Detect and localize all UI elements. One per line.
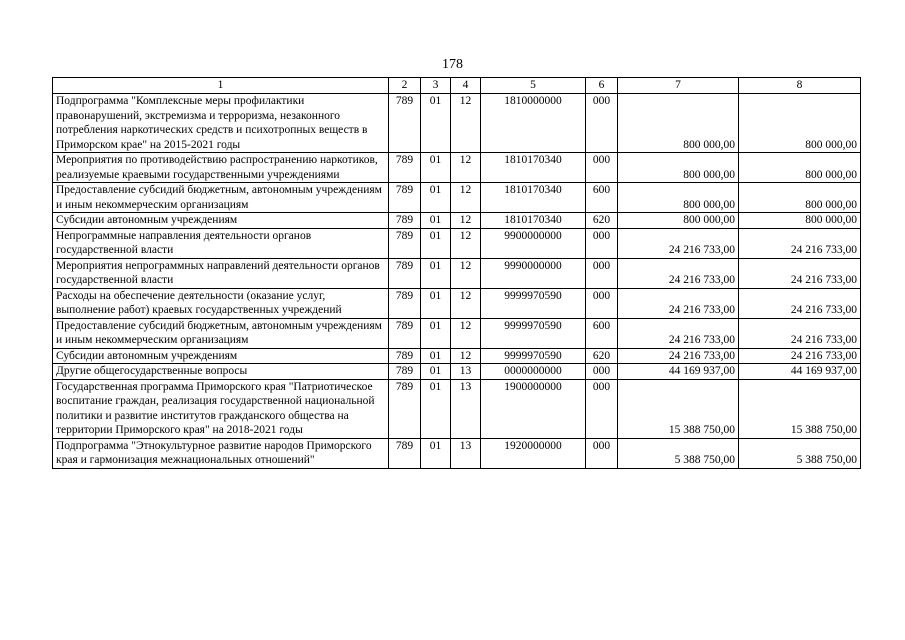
row-amount-7: 24 216 733,00 [618,348,739,364]
row-target-article: 9990000000 [481,258,586,288]
row-amount-7: 24 216 733,00 [618,228,739,258]
row-ministry-code: 789 [389,258,421,288]
row-target-article: 1810000000 [481,94,586,153]
header-cell: 2 [389,78,421,94]
row-ministry-code: 789 [389,228,421,258]
row-amount-7: 24 216 733,00 [618,288,739,318]
row-amount-7: 24 216 733,00 [618,318,739,348]
table-row [53,258,861,288]
row-target-article: 1920000000 [481,438,586,468]
table-row [53,364,861,380]
table-row [53,348,861,364]
table-row [53,183,861,213]
row-ministry-code: 789 [389,213,421,229]
header-cell: 6 [586,78,618,94]
table-row [53,288,861,318]
row-subsection-code: 12 [451,153,481,183]
row-amount-8: 24 216 733,00 [739,288,861,318]
row-section-code: 01 [421,364,451,380]
row-ministry-code: 789 [389,379,421,438]
row-expense-type: 000 [586,379,618,438]
row-ministry-code: 789 [389,438,421,468]
header-cell: 7 [618,78,739,94]
row-name: Непрограммные направления деятельности органов государственной власти [53,228,389,258]
row-expense-type: 000 [586,228,618,258]
row-name: Мероприятия непрограммных направлений деятельности органов государственной власти [53,258,389,288]
table-row [53,438,861,468]
row-expense-type: 000 [586,364,618,380]
row-target-article: 1900000000 [481,379,586,438]
row-name: Субсидии автономным учреждениям [53,213,389,229]
row-section-code: 01 [421,318,451,348]
row-target-article: 9900000000 [481,228,586,258]
row-subsection-code: 13 [451,379,481,438]
row-name: Государственная программа Приморского края "Патриотическое воспитание граждан, реализация государственной национальной политики и развитие институтов гражданского общества на территории Приморского края" на 2018-2021 годы [53,379,389,438]
row-name: Подпрограмма "Комплексные меры профилактики правонарушений, экстремизма и терроризма, незаконного потребления наркотических средств и психотропных веществ в Приморском крае" на 2015-2021 годы [53,94,389,153]
row-target-article: 9999970590 [481,348,586,364]
row-subsection-code: 12 [451,228,481,258]
row-amount-7: 15 388 750,00 [618,379,739,438]
table-row [53,379,861,438]
row-amount-8: 44 169 937,00 [739,364,861,380]
row-section-code: 01 [421,348,451,364]
row-ministry-code: 789 [389,288,421,318]
row-ministry-code: 789 [389,153,421,183]
header-cell: 1 [53,78,389,94]
row-amount-8: 800 000,00 [739,183,861,213]
row-amount-7: 800 000,00 [618,153,739,183]
table-row [53,213,861,229]
table-row [53,94,861,153]
row-target-article: 0000000000 [481,364,586,380]
row-amount-8: 24 216 733,00 [739,228,861,258]
row-section-code: 01 [421,213,451,229]
row-target-article: 1810170340 [481,213,586,229]
row-target-article: 9999970590 [481,288,586,318]
row-name: Мероприятия по противодействию распространению наркотиков, реализуемые краевыми государственными учреждениями [53,153,389,183]
table-row [53,228,861,258]
row-amount-8: 24 216 733,00 [739,258,861,288]
row-name: Субсидии автономным учреждениям [53,348,389,364]
row-section-code: 01 [421,258,451,288]
header-cell: 3 [421,78,451,94]
row-amount-7: 800 000,00 [618,213,739,229]
row-subsection-code: 13 [451,438,481,468]
row-amount-7: 800 000,00 [618,183,739,213]
row-ministry-code: 789 [389,318,421,348]
row-subsection-code: 12 [451,318,481,348]
row-expense-type: 000 [586,438,618,468]
row-amount-7: 800 000,00 [618,94,739,153]
row-expense-type: 000 [586,258,618,288]
header-cell: 4 [451,78,481,94]
row-amount-8: 800 000,00 [739,153,861,183]
row-expense-type: 620 [586,213,618,229]
row-ministry-code: 789 [389,364,421,380]
row-amount-8: 24 216 733,00 [739,348,861,364]
row-section-code: 01 [421,153,451,183]
row-section-code: 01 [421,183,451,213]
header-cell: 8 [739,78,861,94]
row-subsection-code: 12 [451,183,481,213]
table-row [53,318,861,348]
row-amount-8: 5 388 750,00 [739,438,861,468]
row-name: Другие общегосударственные вопросы [53,364,389,380]
row-name: Предоставление субсидий бюджетным, автономным учреждениям и иным некоммерческим организациям [53,318,389,348]
row-expense-type: 600 [586,318,618,348]
row-subsection-code: 13 [451,364,481,380]
row-expense-type: 620 [586,348,618,364]
row-amount-8: 24 216 733,00 [739,318,861,348]
row-name: Предоставление субсидий бюджетным, автономным учреждениям и иным некоммерческим организациям [53,183,389,213]
header-row [53,78,861,94]
table-row [53,153,861,183]
row-amount-8: 800 000,00 [739,94,861,153]
row-section-code: 01 [421,379,451,438]
row-ministry-code: 789 [389,183,421,213]
row-subsection-code: 12 [451,213,481,229]
row-amount-8: 15 388 750,00 [739,379,861,438]
page-number: 178 [442,57,463,72]
row-target-article: 9999970590 [481,318,586,348]
row-ministry-code: 789 [389,348,421,364]
header-cell: 5 [481,78,586,94]
row-name: Расходы на обеспечение деятельности (оказание услуг, выполнение работ) краевых государственных учреждений [53,288,389,318]
row-section-code: 01 [421,288,451,318]
row-expense-type: 000 [586,288,618,318]
row-target-article: 1810170340 [481,183,586,213]
budget-table [52,77,861,469]
row-subsection-code: 12 [451,288,481,318]
row-expense-type: 000 [586,153,618,183]
row-subsection-code: 12 [451,94,481,153]
row-section-code: 01 [421,228,451,258]
row-section-code: 01 [421,438,451,468]
row-expense-type: 000 [586,94,618,153]
row-amount-8: 800 000,00 [739,213,861,229]
row-amount-7: 5 388 750,00 [618,438,739,468]
row-section-code: 01 [421,94,451,153]
row-amount-7: 24 216 733,00 [618,258,739,288]
row-name: Подпрограмма "Этнокультурное развитие народов Приморского края и гармонизация межнациональных отношений" [53,438,389,468]
row-target-article: 1810170340 [481,153,586,183]
row-amount-7: 44 169 937,00 [618,364,739,380]
row-subsection-code: 12 [451,258,481,288]
row-ministry-code: 789 [389,94,421,153]
row-subsection-code: 12 [451,348,481,364]
row-expense-type: 600 [586,183,618,213]
